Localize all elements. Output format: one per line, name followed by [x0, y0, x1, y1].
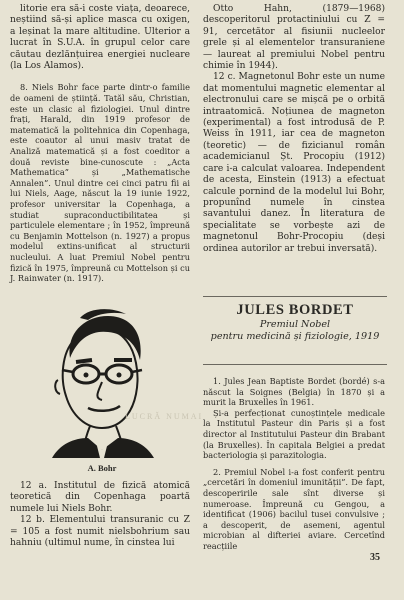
paragraph: Și-a perfecționat cunoștințele medicale la Institutul Pasteur din Paris și a fost director al Institutului Pasteur din Brabant (la Bruxelles). În capitala Belgiei a predat bacteriologia și parazitologia. — [203, 407, 385, 461]
note-12b: 12 b. Elementului transuranic cu Z = 105 a fost numit nielsbohrium sau hahniu (ultimul nume, în cinstea lui — [10, 515, 190, 549]
note-2: 2. Premiul Nobel i-a fost conferit pentru „cercetări în domeniul imunității”. De fapt, descoperirile sale sînt diverse și numeroase. Împreună cu Gengou, a identificat (1906) bacilul tusei convulsive ; a descoperit, de asemeni, agentul microbian al difteriei aviare. Cercetînd reacțiile — [203, 466, 385, 551]
note-1: 1. Jules Jean Baptiste Bordet (bordé) s-a născut la Soignes (Belgia) în 1870 și a murit la Bruxelles în 1961. — [203, 376, 385, 408]
footnote-8: 8. Niels Bohr face parte dintr-o familie de oameni de știință. Tatăl său, Christian, este un clasic al fiziologiei. Unul dintre frați, Harald, din 1919 profesor de matematică la politehnica din Copenhaga, este coautor al unui masiv tratat de Analiză matematică și a fost coeditor a două reviste bine-cunoscute : „Acta Mathematica” și „Mathematische Annalen”. Unul dintre cei cinci patru fii ai lui Niels, Aage, născut la 19 iunie 1922, profesor universitar la Copenhaga, a studiat supraconductibilitatea și particulele elementare ; în 1952, împreună cu Benjamin Mottelson (n. 1927) a propus modelul extins-unificat al structurii nucleului. A luat Premiul Nobel pentru fizică în 1975, împreună cu Mottelson și cu J. Rainwater (n. 1917). — [10, 82, 190, 284]
left-column — [10, 4, 190, 284]
ghost-text: LUCRĂ NUMAI — [125, 412, 204, 421]
section-title: JULES BORDET — [236, 302, 354, 318]
section-subtitle-line2: pentru medicină și fiziologie, 1919 — [210, 331, 380, 342]
page-number: 35 — [370, 552, 380, 563]
left-lower-notes — [10, 481, 190, 549]
note-12a: 12 a. Institutul de fizică atomică teoretică din Copenhaga poartă numele lui Niels Bohr. — [10, 481, 190, 514]
section-divider — [203, 364, 387, 365]
section-heading — [203, 302, 387, 343]
paragraph: litorie era să-i coste viața, deoarece, neștiind să-și aplice masca cu oxigen, a leșinat la mare altitudine. Ulterior a lucrat în S.U.A. în grupul celor care căutau dezlănțuirea energiei nucleare (la Los Alamos). — [10, 4, 190, 72]
note-12c: 12 c. Magnetonul Bohr este un nume dat momentului magnetic elementar al electronului care se mișcă pe o orbită intraatomică. Noțiunea de magneton (experimental) a fost introdusă de P. Weiss în 1911, iar cea de magneton (teoretic) — de fizicianul român academicianul Șt. Procopiu (1912) care i-a calculat valoarea. Independent de acesta, Einstein (1913) a efectuat calcule pornind de la modelul lui Bohr, propunînd numele în cinstea savantului danez. În literatura de specialitate se vorbește azi de magnetonul Bohr-Procopiu (deși ordinea autorilor ar trebui inversată). — [203, 72, 385, 254]
section-divider — [203, 296, 387, 297]
bordet-notes — [203, 376, 385, 552]
portrait-caption: A. Bohr — [87, 463, 117, 473]
bohr-portrait-illustration — [22, 298, 170, 458]
paragraph: Otto Hahn, (1879—1968) descoperitorul protactiniului cu Z = 91, cercetător al fisiunii nucleelor grele și al elementelor transuraniene — laureat al premiului Nobel pentru chimie în 1944). — [203, 4, 385, 72]
section-subtitle-line1: Premiul Nobel — [259, 319, 331, 330]
right-column — [203, 4, 385, 255]
